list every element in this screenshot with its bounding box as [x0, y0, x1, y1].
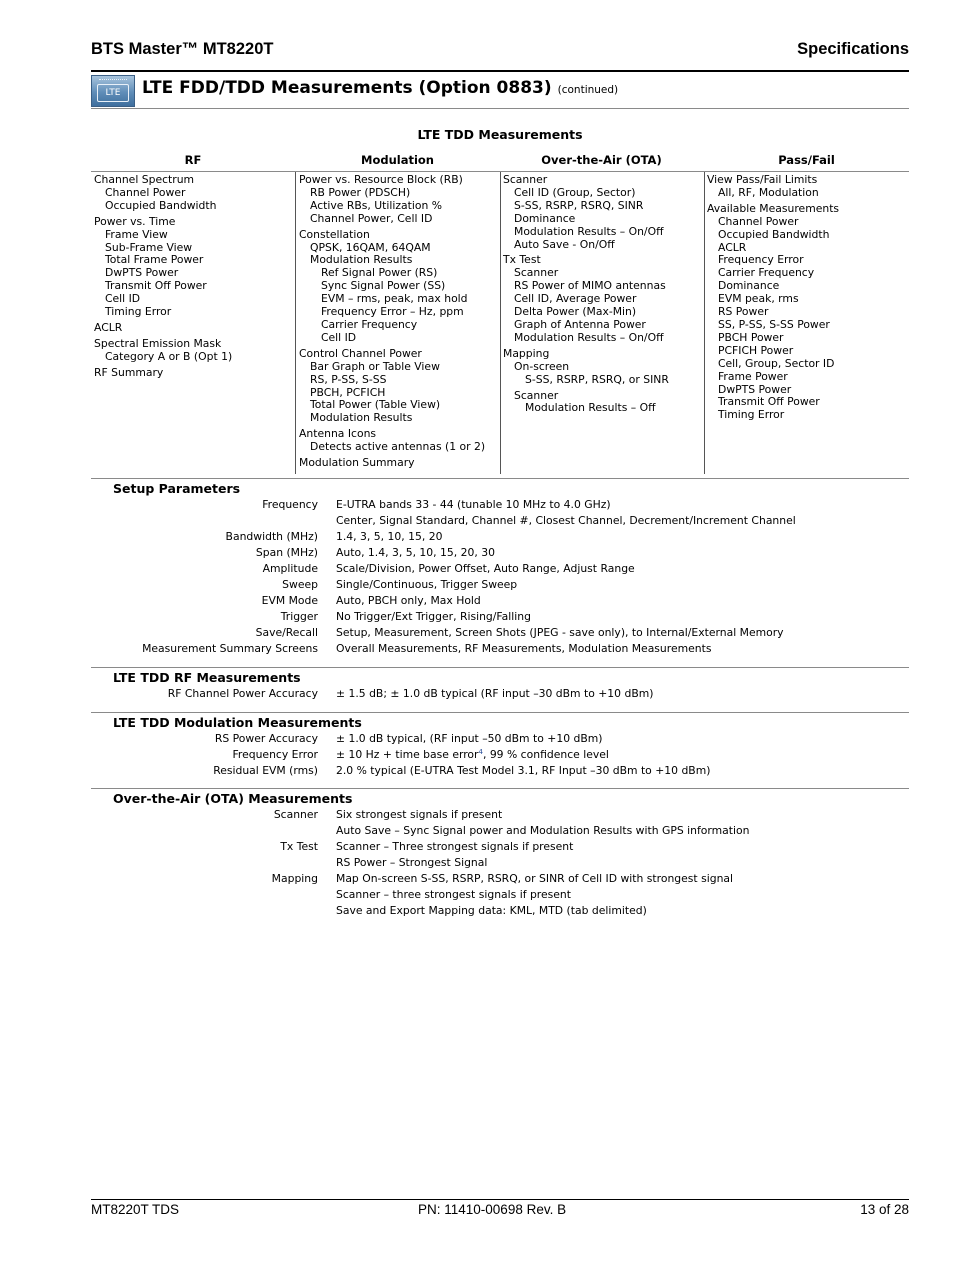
table-cell-item: ACLR — [718, 240, 747, 254]
table-cell-item: Scanner — [514, 266, 559, 280]
spec-value-text: Single/Continuous, Trigger Sweep — [336, 578, 518, 591]
spec-value — [336, 904, 647, 917]
table-cell-heading: RF Summary — [94, 365, 164, 379]
spec-value-text: Setup, Measurement, Screen Shots (JPEG - save only), to Internal/External Memory — [336, 626, 784, 639]
spec-value-text: Center, Signal Standard, Channel #, Closest Channel, Decrement/Increment Channel — [336, 514, 796, 527]
spec-value-text: Six strongest signals if present — [336, 808, 503, 821]
spec-value-text: ± 1.0 dB typical, (RF input –50 dBm to +10 dBm) — [336, 732, 603, 745]
table-cell-item: S-SS, RSRP, RSRQ, SINR — [514, 198, 644, 212]
spec-label: Residual EVM (rms) — [213, 764, 318, 777]
spec-row — [91, 687, 909, 703]
table-caption: LTE TDD Measurements — [417, 127, 583, 142]
spec-value — [336, 610, 531, 623]
table-cell-item: Category A or B (Opt 1) — [105, 349, 233, 363]
footer-part-number: PN: 11410-00698 Rev. B — [418, 1202, 567, 1217]
col-divider — [704, 172, 705, 474]
spec-value-text: RS Power – Strongest Signal — [336, 856, 488, 869]
table-cell-item: QPSK, 16QAM, 64QAM — [310, 240, 431, 254]
spec-value — [336, 546, 495, 559]
table-cell-item: PBCH Power — [718, 330, 784, 344]
spec-value-text: ± 10 Hz + time base error — [336, 748, 479, 761]
header-rule — [91, 70, 909, 72]
table-cell-item: Sub-Frame View — [105, 240, 193, 254]
ota-measurements-title: Over-the-Air (OTA) Measurements — [113, 791, 353, 806]
spec-label: Tx Test — [280, 840, 318, 853]
table-cell-item: Frame View — [105, 227, 168, 241]
section-title-text: LTE FDD/TDD Measurements (Option 0883) — [142, 78, 552, 98]
spec-row — [91, 578, 909, 594]
spec-label: Mapping — [271, 872, 318, 885]
spec-value-text: , 99 % confidence level — [482, 748, 609, 761]
footer-page-number: 13 of 28 — [860, 1202, 909, 1217]
spec-value-text: Save and Export Mapping data: KML, MTD (tab delimited) — [336, 904, 647, 917]
spec-label: Scanner — [273, 808, 318, 821]
table-bottom-rule — [91, 478, 909, 479]
col-divider — [295, 172, 296, 474]
spec-row — [91, 626, 909, 642]
spec-row — [91, 904, 909, 920]
spec-value — [336, 626, 784, 639]
spec-value — [336, 856, 487, 869]
spec-value — [336, 687, 653, 700]
table-cell-item: Cell ID (Group, Sector) — [514, 185, 636, 199]
table-cell-item: Carrier Frequency — [718, 266, 815, 280]
table-cell-item: Cell ID — [105, 292, 141, 306]
spec-value-text: Auto, 1.4, 3, 5, 10, 15, 20, 30 — [336, 546, 495, 559]
table-cell-item: RS Power — [718, 305, 769, 319]
spec-value — [336, 808, 502, 821]
product-title: BTS Master™ MT8220T — [91, 40, 274, 58]
table-cell-item: Modulation Results – On/Off — [514, 330, 664, 344]
spec-label: RS Power Accuracy — [214, 732, 318, 745]
ota-column — [503, 174, 669, 415]
footer-rule — [91, 1199, 909, 1200]
spec-value-text: E-UTRA bands 33 - 44 (tunable 10 MHz to 4.0 GHz) — [336, 498, 611, 511]
table-cell-item: EVM peak, rms — [718, 292, 799, 306]
spec-label: EVM Mode — [261, 594, 318, 607]
spec-row — [91, 546, 909, 562]
table-cell-item: Dominance — [718, 279, 780, 293]
col-header-ota: Over-the-Air (OTA) — [541, 153, 662, 167]
spec-value — [336, 748, 609, 761]
table-cell-item: Timing Error — [105, 305, 172, 319]
spec-label: Bandwidth (MHz) — [225, 530, 318, 543]
table-cell-heading: Power vs. Time — [94, 214, 176, 228]
spec-value-text: ± 1.5 dB; ± 1.0 dB typical (RF input –30 dBm to +10 dBm) — [336, 687, 654, 700]
spec-row — [91, 594, 909, 610]
table-cell-heading: ACLR — [94, 320, 123, 334]
table-cell-item: PCFICH Power — [718, 343, 794, 357]
table-cell-item: Cell ID — [321, 330, 357, 344]
spec-value-text: 2.0 % typical (E-UTRA Test Model 3.1, RF Input –30 dBm to +10 dBm) — [336, 764, 711, 777]
table-cell-item: Auto Save - On/Off — [514, 237, 615, 251]
table-cell-item: Occupied Bandwidth — [105, 198, 217, 212]
modulation-column — [299, 174, 485, 470]
passfail-column — [707, 174, 839, 422]
modulation-measurements-title: LTE TDD Modulation Measurements — [113, 715, 362, 730]
table-cell-item: Channel Power — [105, 185, 186, 199]
table-cell-item: Modulation Results — [310, 253, 413, 267]
table-cell-item: On-screen — [514, 359, 570, 373]
table-cell-item: Cell ID, Average Power — [514, 292, 637, 306]
section-title — [142, 78, 618, 98]
spec-row — [91, 888, 909, 904]
spec-value — [336, 764, 710, 777]
footer-doc-id: MT8220T TDS — [91, 1202, 180, 1217]
table-cell-item: All, RF, Modulation — [718, 185, 819, 199]
col-header-passfail: Pass/Fail — [778, 153, 835, 167]
table-cell-item: Timing Error — [718, 408, 785, 422]
table-cell-item: Delta Power (Max-Min) — [514, 305, 637, 319]
table-cell-heading: Available Measurements — [707, 201, 840, 215]
table-cell-item: Modulation Results – On/Off — [514, 224, 664, 238]
table-cell-item: RS, P-SS, S-SS — [310, 372, 387, 386]
table-cell-item: Frame Power — [718, 369, 788, 383]
lte-icon-label: LTE — [97, 84, 129, 102]
section-name: Specifications — [797, 40, 909, 58]
table-cell-heading: Spectral Emission Mask — [94, 336, 222, 350]
table-cell-item: Scanner — [514, 388, 559, 402]
table-cell-item: S-SS, RSRP, RSRQ, or SINR — [525, 372, 669, 386]
spec-value — [336, 732, 603, 745]
spec-row — [91, 764, 909, 780]
table-cell-item: Frequency Error — [718, 253, 804, 267]
page-header — [91, 40, 909, 62]
setup-parameters-title: Setup Parameters — [113, 481, 241, 496]
spec-value-text: Scanner – three strongest signals if present — [336, 888, 571, 901]
table-cell-heading: Antenna Icons — [299, 427, 377, 441]
spec-value-text: No Trigger/Ext Trigger, Rising/Falling — [336, 610, 531, 623]
table-cell-item: Carrier Frequency — [321, 317, 418, 331]
table-cell-item: PBCH, PCFICH — [310, 385, 386, 399]
spec-value-text: 1.4, 3, 5, 10, 15, 20 — [336, 530, 443, 543]
table-cell-item: Channel Power, Cell ID — [310, 211, 433, 225]
table-cell-heading: Constellation — [299, 227, 370, 241]
table-cell-item: RB Power (PDSCH) — [310, 185, 411, 199]
col-header-modulation: Modulation — [361, 153, 434, 167]
spec-label: Span (MHz) — [255, 546, 318, 559]
spec-value-text: Scanner – Three strongest signals if present — [336, 840, 574, 853]
spec-value — [336, 824, 749, 837]
table-cell-item: Modulation Results — [310, 411, 413, 425]
spec-row — [91, 642, 909, 658]
spec-value — [336, 578, 517, 591]
table-cell-heading: Scanner — [503, 173, 548, 186]
spec-row — [91, 808, 909, 824]
spec-label: Frequency — [262, 498, 318, 511]
table-cell-item: Cell, Group, Sector ID — [718, 356, 835, 370]
table-cell-item: EVM – rms, peak, max hold — [321, 292, 468, 306]
table-cell-heading: Tx Test — [503, 253, 541, 267]
spec-row — [91, 856, 909, 872]
continued-label: (continued) — [557, 84, 619, 96]
table-cell-item: Active RBs, Utilization % — [310, 198, 443, 212]
table-cell-item: Graph of Antenna Power — [514, 317, 646, 331]
table-cell-item: Bar Graph or Table View — [310, 359, 440, 373]
spec-row — [91, 562, 909, 578]
table-cell-item: Total Frame Power — [105, 253, 204, 267]
spec-value-text: Overall Measurements, RF Measurements, Modulation Measurements — [336, 642, 712, 655]
spec-row — [91, 610, 909, 626]
table-cell-item: Transmit Off Power — [105, 279, 207, 293]
col-divider — [500, 172, 501, 474]
table-cell-item: Total Power (Table View) — [310, 398, 441, 412]
table-cell-item: Detects active antennas (1 or 2) — [310, 440, 486, 454]
table-cell-item: Sync Signal Power (SS) — [321, 279, 446, 293]
table-cell-item: Modulation Results – Off — [525, 401, 656, 415]
table-cell-item: Transmit Off Power — [718, 395, 820, 409]
table-cell-item: Ref Signal Power (RS) — [321, 266, 438, 280]
spec-label: Frequency Error — [232, 748, 318, 761]
spec-label: Measurement Summary Screens — [142, 642, 318, 655]
table-cell-item: Frequency Error – Hz, ppm — [321, 305, 464, 319]
spec-value — [336, 642, 711, 655]
spec-row — [91, 824, 909, 840]
table-cell-item: DwPTS Power — [105, 266, 179, 280]
spec-value — [336, 514, 796, 527]
table-cell-item: DwPTS Power — [718, 382, 792, 396]
spec-value — [336, 840, 573, 853]
table-cell-heading: Modulation Summary — [299, 456, 415, 470]
spec-row — [91, 840, 909, 856]
spec-value-text: Map On-screen S-SS, RSRP, RSRQ, or SINR of Cell ID with strongest signal — [336, 872, 734, 885]
spec-value — [336, 562, 635, 575]
spec-label: Sweep — [282, 578, 318, 591]
spec-row — [91, 748, 909, 764]
table-cell-item: SS, P-SS, S-SS Power — [718, 317, 830, 331]
table-cell-item: RS Power of MIMO antennas — [514, 279, 666, 293]
spec-label: Amplitude — [262, 562, 318, 575]
spec-row — [91, 514, 909, 530]
rf-column — [94, 174, 232, 380]
table-cell-heading: View Pass/Fail Limits — [707, 173, 818, 186]
spec-row — [91, 872, 909, 888]
spec-label: RF Channel Power Accuracy — [167, 687, 318, 700]
table-cell-heading: Channel Spectrum — [94, 173, 195, 186]
section-rule — [91, 788, 909, 789]
spec-row — [91, 530, 909, 546]
table-cell-heading: Mapping — [503, 346, 550, 360]
spec-value — [336, 530, 442, 543]
col-header-rf: RF — [184, 153, 202, 167]
footnote-reference[interactable]: 4 — [478, 748, 483, 756]
section-rule — [91, 712, 909, 713]
table-cell-item: Dominance — [514, 211, 576, 225]
spec-label: Save/Recall — [255, 626, 318, 639]
table-cell-item: Channel Power — [718, 214, 799, 228]
section-rule — [91, 667, 909, 668]
spec-value-text: Auto, PBCH only, Max Hold — [336, 594, 481, 607]
spec-label: Trigger — [280, 610, 318, 623]
spec-value-text: Scale/Division, Power Offset, Auto Range, Adjust Range — [336, 562, 635, 575]
table-cell-heading: Control Channel Power — [299, 346, 422, 360]
table-cell-item: Occupied Bandwidth — [718, 227, 830, 241]
spec-row — [91, 498, 909, 514]
spec-value — [336, 594, 481, 607]
spec-value — [336, 872, 733, 885]
spec-row — [91, 732, 909, 748]
spec-value-text: Auto Save – Sync Signal power and Modulation Results with GPS information — [336, 824, 750, 837]
rf-measurements-title: LTE TDD RF Measurements — [113, 670, 301, 685]
lte-icon — [91, 75, 135, 107]
spec-value — [336, 888, 571, 901]
table-cell-heading: Power vs. Resource Block (RB) — [299, 173, 463, 186]
section-heading — [91, 74, 909, 108]
spec-value — [336, 498, 611, 511]
section-rule — [91, 108, 909, 109]
